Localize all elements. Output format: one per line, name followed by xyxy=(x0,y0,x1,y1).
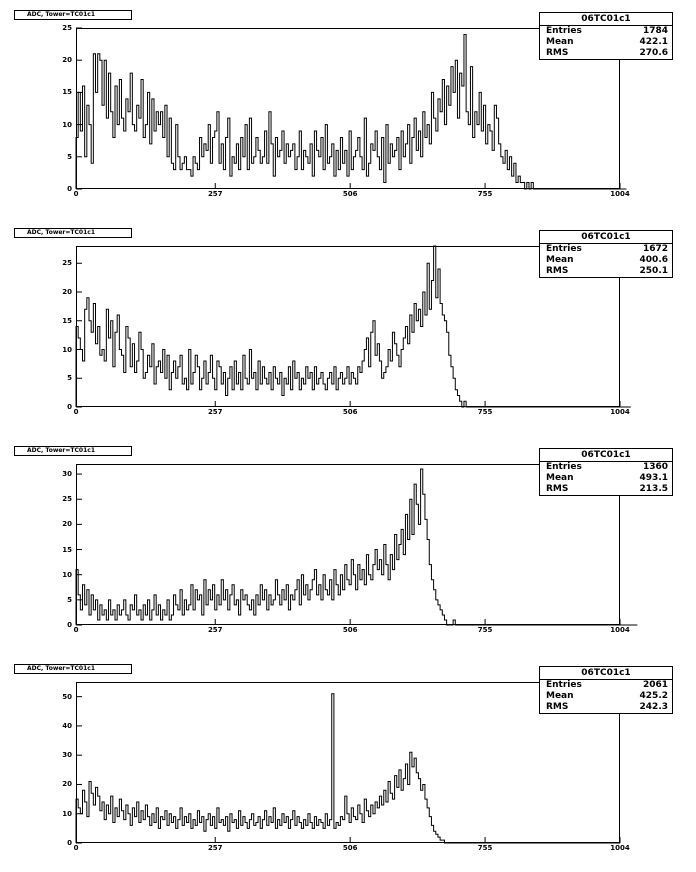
x-tick-label: 1004 xyxy=(610,844,630,852)
stats-key: Entries xyxy=(546,244,582,254)
stats-value: 242.3 xyxy=(639,702,668,712)
x-tick-label: 0 xyxy=(73,844,79,852)
x-tick-label: 0 xyxy=(73,408,79,416)
stats-value: 422.1 xyxy=(639,37,668,47)
y-tick-label: 25 xyxy=(62,495,72,504)
x-tick-label: 257 xyxy=(207,190,223,198)
stats-box xyxy=(539,230,673,278)
x-tick-label: 1004 xyxy=(610,190,630,198)
histogram-panel-2 xyxy=(0,218,696,436)
stats-title: 06TC01c1 xyxy=(540,667,672,680)
stats-title: 06TC01c1 xyxy=(540,449,672,462)
y-tick-label: 30 xyxy=(62,751,72,760)
stats-key: Mean xyxy=(546,37,574,47)
stats-key: RMS xyxy=(546,48,569,58)
stats-row xyxy=(540,48,672,59)
stats-value: 1784 xyxy=(642,26,668,36)
stats-key: RMS xyxy=(546,484,569,494)
stats-title: 06TC01c1 xyxy=(540,231,672,244)
x-tick-label: 506 xyxy=(342,190,358,198)
x-tick-label: 0 xyxy=(73,626,79,634)
stats-value: 493.1 xyxy=(639,473,668,483)
stats-value: 400.6 xyxy=(639,255,668,265)
x-tick-label: 0 xyxy=(73,190,79,198)
stats-key: RMS xyxy=(546,702,569,712)
histogram-series xyxy=(76,694,620,843)
histogram-title: ADC, Tower=TC01c1 xyxy=(14,228,132,238)
x-tick-label: 1004 xyxy=(610,408,630,416)
stats-row xyxy=(540,266,672,277)
x-tick-label: 506 xyxy=(342,408,358,416)
x-tick-label: 755 xyxy=(477,844,493,852)
stats-key: Mean xyxy=(546,473,574,483)
x-tick-label: 257 xyxy=(207,408,223,416)
x-tick-label: 257 xyxy=(207,844,223,852)
stats-title: 06TC01c1 xyxy=(540,13,672,26)
y-tick-label: 10 xyxy=(62,120,72,129)
stats-row xyxy=(540,244,672,255)
stats-row xyxy=(540,702,672,713)
y-tick-label: 10 xyxy=(62,570,72,579)
stats-row xyxy=(540,462,672,473)
stats-value: 270.6 xyxy=(639,48,668,58)
stats-key: Mean xyxy=(546,255,574,265)
stats-value: 250.1 xyxy=(639,266,668,276)
y-tick-label: 15 xyxy=(62,545,72,554)
x-tick-label: 257 xyxy=(207,626,223,634)
x-tick-label: 755 xyxy=(477,626,493,634)
y-tick-label: 0 xyxy=(67,403,72,411)
y-tick-label: 0 xyxy=(67,185,72,193)
y-tick-label: 40 xyxy=(62,721,72,730)
stats-value: 213.5 xyxy=(639,484,668,494)
stats-row xyxy=(540,484,672,495)
stats-box xyxy=(539,448,673,496)
stats-box xyxy=(539,666,673,714)
x-tick-label: 506 xyxy=(342,844,358,852)
histogram-panel-1 xyxy=(0,0,696,218)
y-tick-label: 20 xyxy=(62,288,72,296)
y-tick-label: 25 xyxy=(62,259,72,268)
histogram-title: ADC, Tower=TC01c1 xyxy=(14,664,132,674)
y-tick-label: 5 xyxy=(67,595,72,604)
y-tick-label: 0 xyxy=(67,839,72,847)
stats-value: 425.2 xyxy=(639,691,668,701)
stats-key: Entries xyxy=(546,462,582,472)
y-tick-label: 30 xyxy=(62,470,72,479)
y-tick-label: 0 xyxy=(67,621,72,629)
y-tick-label: 5 xyxy=(67,152,72,161)
histogram-title: ADC, Tower=TC01c1 xyxy=(14,446,132,456)
stats-row xyxy=(540,680,672,691)
y-tick-label: 15 xyxy=(62,316,72,325)
y-tick-label: 10 xyxy=(62,809,72,818)
x-tick-label: 506 xyxy=(342,626,358,634)
stats-row xyxy=(540,473,672,484)
histogram-panel-4 xyxy=(0,654,696,872)
stats-key: Entries xyxy=(546,680,582,690)
stats-key: RMS xyxy=(546,266,569,276)
y-tick-label: 25 xyxy=(62,24,72,32)
y-tick-label: 20 xyxy=(62,520,72,529)
stats-box xyxy=(539,12,673,60)
y-tick-label: 10 xyxy=(62,345,72,354)
stats-key: Mean xyxy=(546,691,574,701)
x-tick-label: 755 xyxy=(477,408,493,416)
stats-row xyxy=(540,691,672,702)
x-tick-label: 755 xyxy=(477,190,493,198)
histogram-panel-3 xyxy=(0,436,696,654)
stats-row xyxy=(540,255,672,266)
x-tick-label: 1004 xyxy=(610,626,630,634)
stats-row xyxy=(540,26,672,37)
stats-value: 2061 xyxy=(642,680,668,690)
stats-value: 1360 xyxy=(642,462,668,472)
y-tick-label: 20 xyxy=(62,56,72,65)
y-tick-label: 50 xyxy=(62,692,72,701)
histogram-title: ADC, Tower=TC01c1 xyxy=(14,10,132,20)
y-tick-label: 5 xyxy=(67,374,72,383)
stats-key: Entries xyxy=(546,26,582,36)
y-tick-label: 20 xyxy=(62,780,72,789)
stats-row xyxy=(540,37,672,48)
y-tick-label: 15 xyxy=(62,88,72,97)
stats-value: 1672 xyxy=(642,244,668,254)
